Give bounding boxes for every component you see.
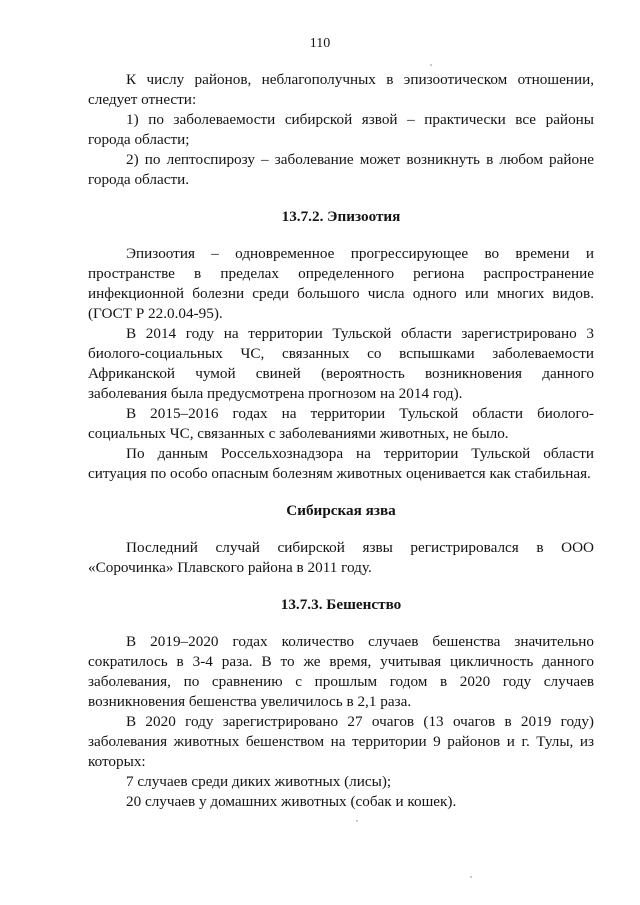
page-number: 110 xyxy=(309,36,331,51)
rabies-paragraph: В 2020 году зарегистрировано 27 очагов (13 очагов в 2019 году) заболевания животных бешенством на территории 9 районов и г. Тулы, из которых: xyxy=(88,713,594,770)
epizootic-paragraph: В 2015–2016 годах на территории Тульской области биолого-социальных ЧС, связанных с заболеваниями животных, не было. xyxy=(88,405,594,442)
epizootic-paragraph: По данным Россельхознадзора на территории Тульской области ситуация по особо опасным болезням животных оценивается как стабильная. xyxy=(88,445,594,482)
scan-speck xyxy=(470,876,472,878)
section-heading-epizootic: 13.7.2. Эпизоотия xyxy=(281,208,401,225)
intro-list-item: 1) по заболеваемости сибирской язвой – практически все районы города области; xyxy=(88,111,594,148)
rabies-paragraph: В 2019–2020 годах количество случаев бешенства значительно сократилось в 3-4 раза. В то же время, учитывая цикличность данного заболевания, по сравнению с прошлым годом в 2020 году случаев возникновения бешенства увеличилось в 2,1 раза. xyxy=(88,633,594,710)
anthrax-paragraph: Последний случай сибирской язвы регистрировался в ООО «Сорочинка» Плавского района в 2011 году. xyxy=(88,539,594,576)
section-heading-anthrax: Сибирская язва xyxy=(286,502,396,519)
rabies-list-item: 20 случаев у домашних животных (собак и кошек). xyxy=(126,793,457,810)
page-content xyxy=(88,70,594,812)
intro-list-item: 2) по лептоспирозу – заболевание может возникнуть в любом районе города области. xyxy=(88,151,594,188)
epizootic-paragraph: В 2014 году на территории Тульской области зарегистрировано 3 биолого-социальных ЧС, связанных со вспышками заболеваемости Африканской чумой свиней (вероятность возникновения данного заболевания была предусмотрена прогнозом на 2014 год). xyxy=(88,325,594,402)
rabies-list-item: 7 случаев среди диких животных (лисы); xyxy=(126,773,392,790)
epizootic-paragraph: Эпизоотия – одновременное прогрессирующее во времени и пространстве в пределах определенного региона распространение инфекционной болезни среди большого числа одного или многих видов. (ГОСТ Р 22.0.04-95). xyxy=(88,245,594,322)
scan-speck xyxy=(430,64,432,66)
scan-speck xyxy=(356,820,358,822)
section-heading-rabies: 13.7.3. Бешенство xyxy=(280,596,402,613)
intro-paragraph: К числу районов, неблагополучных в эпизоотическом отношении, следует отнести: xyxy=(88,71,594,108)
